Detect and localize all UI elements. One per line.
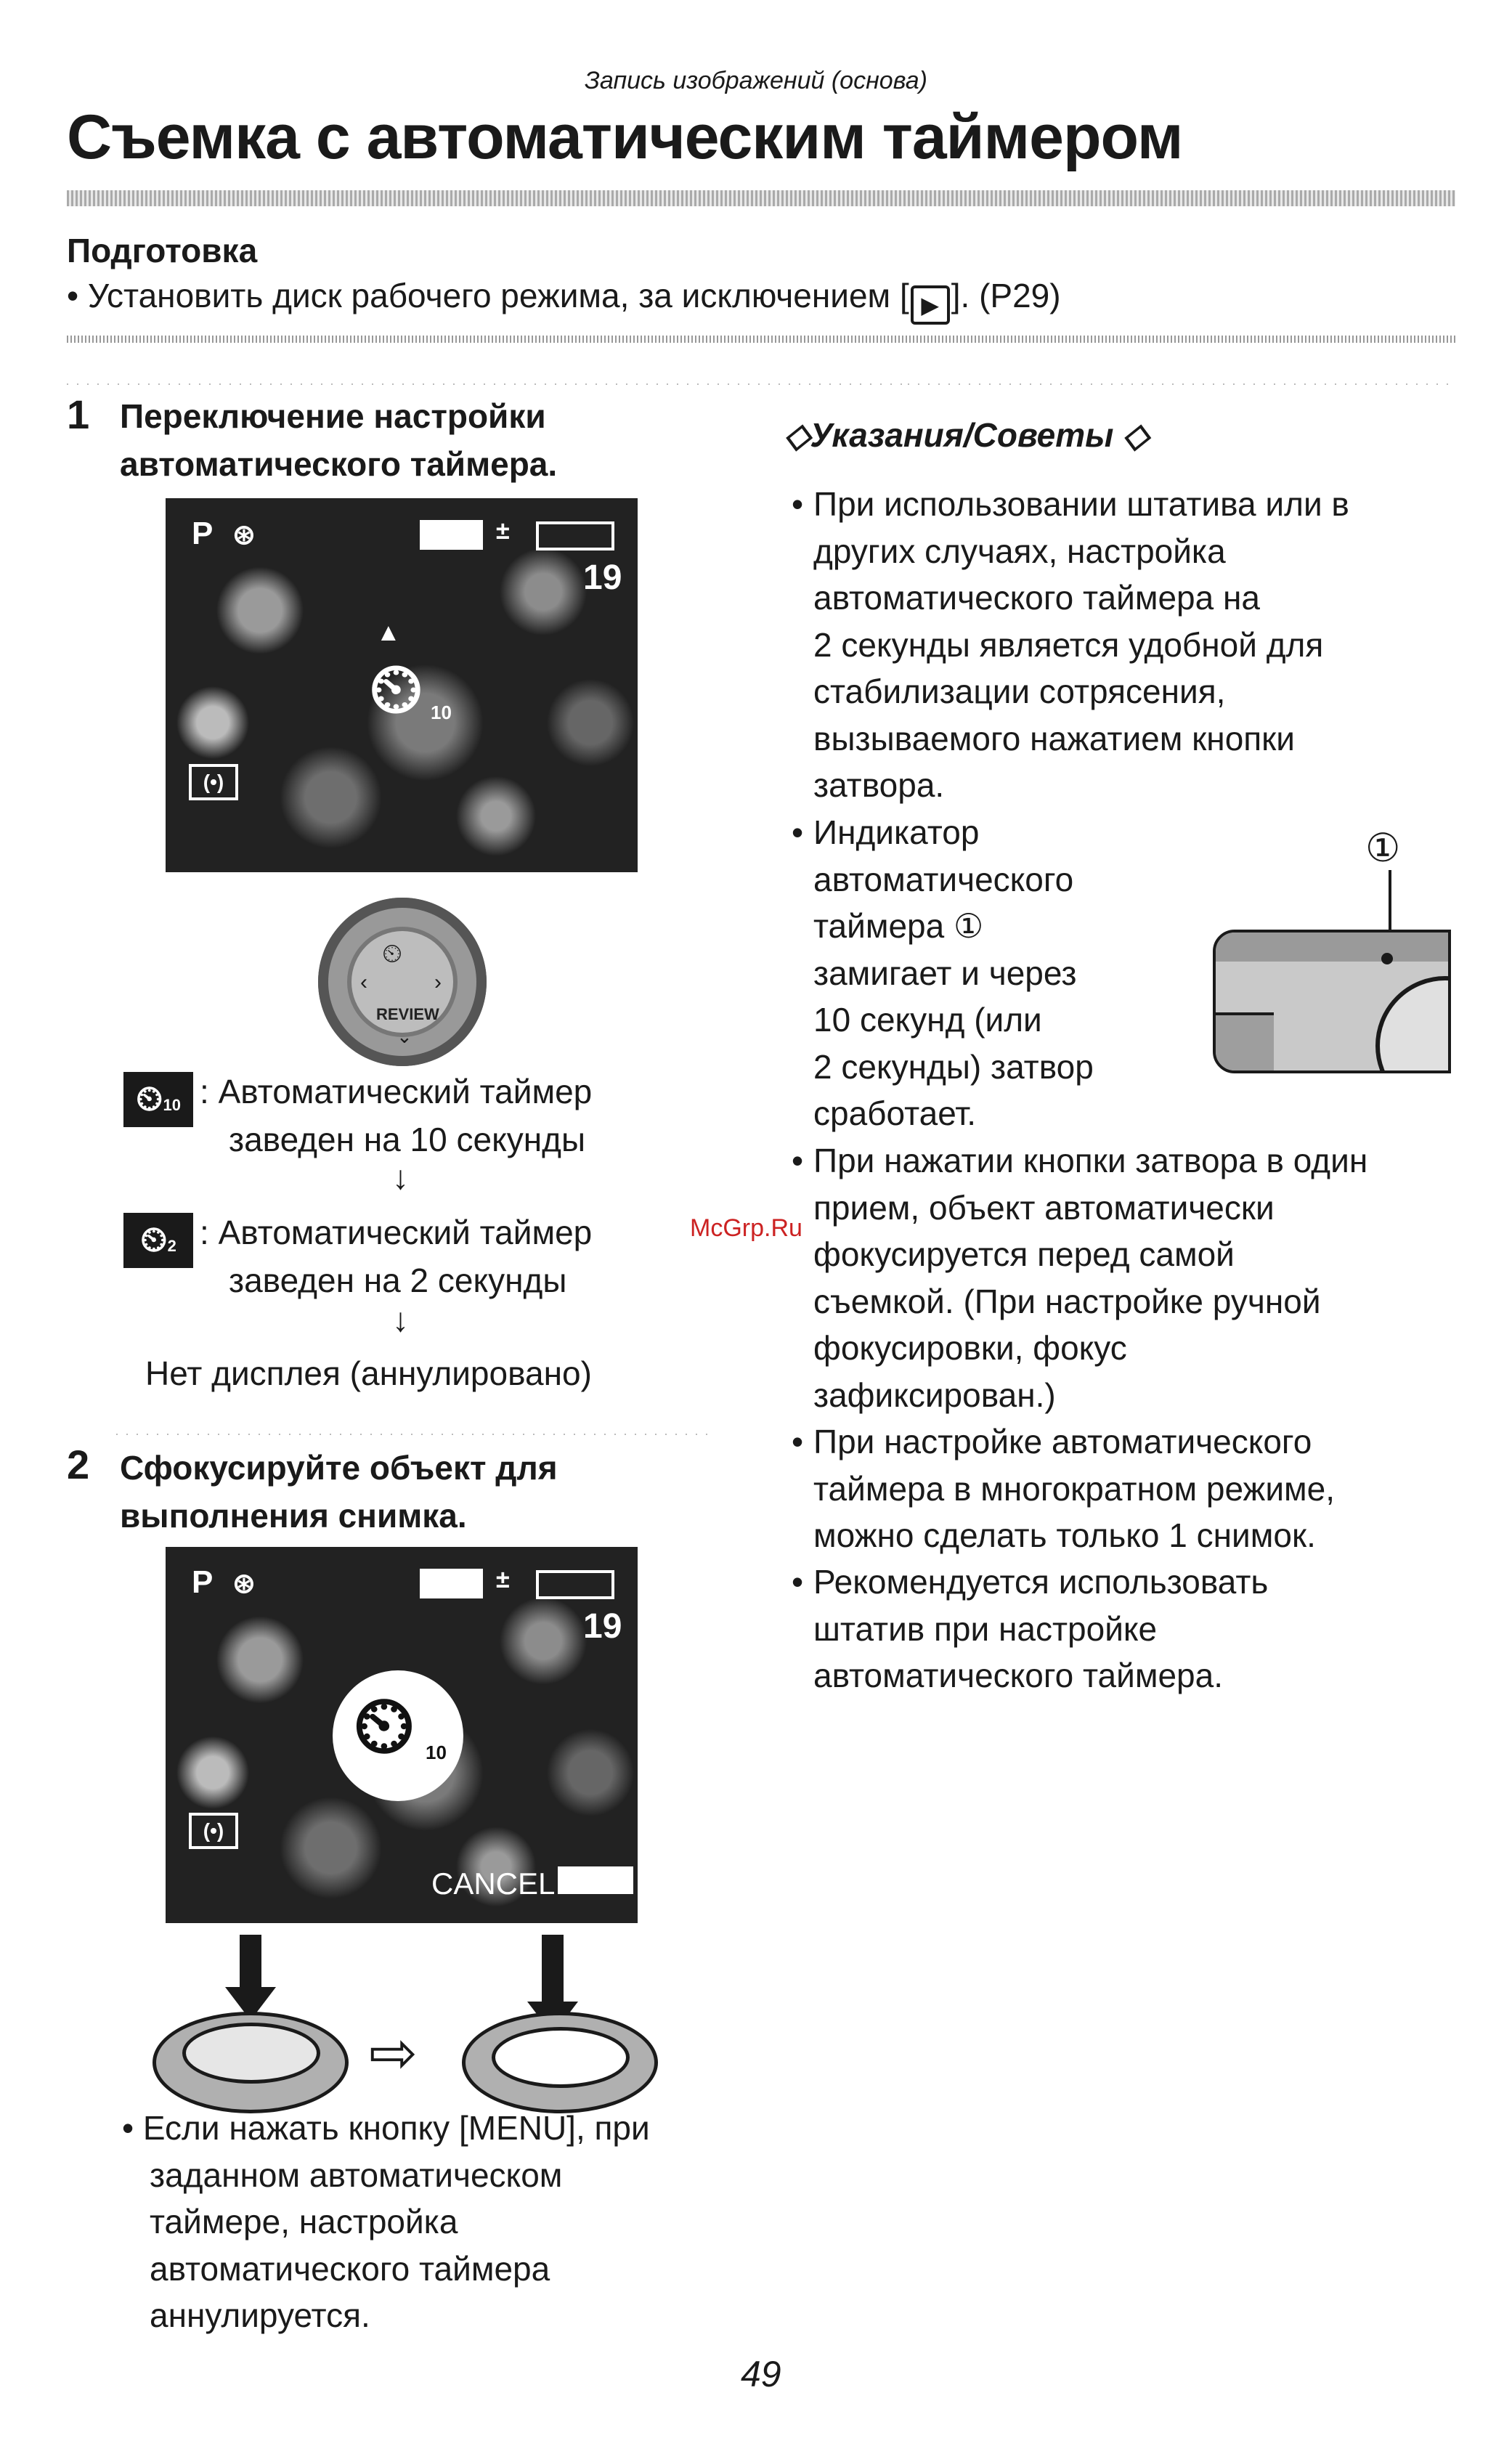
lcd-picture-size: 2560 bbox=[420, 520, 483, 550]
mode-line: заведен на 10 секунды bbox=[229, 1121, 586, 1158]
press-arrow-shaft-1 bbox=[240, 1935, 261, 1993]
self-timer-2-icon: ⏲2 bbox=[123, 1213, 193, 1268]
icon-sub: 10 bbox=[163, 1096, 181, 1114]
camera-lcd-screen-1 bbox=[166, 498, 638, 872]
lcd-timer-sub: 10 bbox=[426, 1742, 447, 1763]
camera-top bbox=[1216, 933, 1448, 962]
tip-line: 2 секунды) затвор bbox=[813, 1047, 1094, 1086]
tip-line: съемкой. (При настройке ручной bbox=[813, 1282, 1321, 1320]
dotted-rule bbox=[908, 383, 1452, 385]
camera-illustration bbox=[1213, 930, 1451, 1073]
triangle-up-icon: ▲ bbox=[376, 619, 401, 646]
tip-line: замигает и через bbox=[813, 954, 1077, 992]
chevron-left-icon: ‹ bbox=[360, 970, 367, 994]
tip-line: зафиксирован.) bbox=[813, 1376, 1056, 1414]
chevron-right-icon: › bbox=[434, 970, 442, 994]
prep-rule bbox=[67, 336, 1455, 343]
mode-line: заведен на 2 секунды bbox=[229, 1261, 567, 1299]
tip-line: затвора. bbox=[813, 766, 945, 804]
tip-line: прием, объект автоматически bbox=[813, 1188, 1275, 1227]
bullet: • bbox=[792, 1563, 804, 1601]
lcd-remaining-count: 19 bbox=[583, 1607, 622, 1646]
mode-line: : Автоматический таймер bbox=[200, 1214, 593, 1251]
battery-icon bbox=[536, 1570, 614, 1599]
tip-item bbox=[792, 1137, 1368, 1418]
icon-sub: 2 bbox=[167, 1237, 176, 1255]
lcd-mode: P bbox=[192, 516, 214, 551]
tips-title: ◇Указания/Советы ◇ bbox=[784, 416, 1149, 454]
press-arrow-shaft-2 bbox=[542, 1935, 564, 2007]
lcd-timer-sub: 10 bbox=[431, 702, 452, 723]
tip-line: других случаях, настройка bbox=[813, 532, 1226, 570]
dial-label: REVIEW bbox=[376, 1005, 439, 1023]
tip-line: Индикатор bbox=[813, 813, 980, 851]
lcd-remaining-count: 19 bbox=[583, 558, 622, 597]
metering-icon: (•) bbox=[189, 764, 238, 800]
step-2-line: Сфокусируйте объект для bbox=[120, 1449, 558, 1487]
self-timer-icon: ⏲ bbox=[353, 1681, 415, 1770]
shutter-button-full-press[interactable] bbox=[462, 2012, 658, 2113]
tip-line: автоматического bbox=[813, 860, 1074, 898]
mode-line: : Автоматический таймер bbox=[200, 1073, 593, 1110]
step-2-note bbox=[122, 2105, 650, 2339]
note-line: таймере, настройка bbox=[150, 2203, 458, 2240]
down-arrow-2: ↓ bbox=[392, 1301, 409, 1338]
shutter-top bbox=[182, 2023, 320, 2084]
tip-item bbox=[792, 1559, 1269, 1699]
step-2-text bbox=[120, 1444, 558, 1540]
tip-line: сработает. bbox=[813, 1094, 977, 1132]
callout-number: ① bbox=[1365, 826, 1401, 870]
prep-item-before: • Установить диск рабочего режима, за исключением [ bbox=[67, 277, 909, 314]
quality-icon: ± bbox=[496, 1566, 510, 1593]
flash-off-icon: ⊛ bbox=[232, 520, 256, 550]
tip-line: стабилизации сотрясения, bbox=[813, 673, 1226, 710]
bullet: • bbox=[792, 1423, 804, 1460]
play-icon: ▶ bbox=[911, 285, 950, 325]
step-1-line: Переключение настройки bbox=[120, 397, 546, 435]
tip-line: фокусируется перед самой bbox=[813, 1235, 1235, 1273]
prep-item bbox=[67, 276, 1061, 325]
no-display-text: Нет дисплея (аннулировано) bbox=[145, 1354, 592, 1392]
lcd-mode: P bbox=[192, 1564, 214, 1600]
running-header: Запись изображений (основа) bbox=[585, 67, 927, 94]
tip-line: фокусировки, фокус bbox=[813, 1329, 1127, 1367]
step-1-number: 1 bbox=[67, 391, 90, 437]
arrow-right-icon: ⇨ bbox=[369, 2020, 418, 2085]
battery-icon bbox=[536, 521, 614, 550]
tip-line: При использовании штатива или в bbox=[813, 485, 1349, 523]
tip-line: штатив при настройке bbox=[813, 1609, 1158, 1648]
step-2-number: 2 bbox=[67, 1442, 90, 1487]
bullet: • bbox=[792, 1142, 804, 1179]
tip-line: При нажатии кнопки затвора в один bbox=[813, 1142, 1368, 1179]
camera-lcd-screen-2 bbox=[166, 1547, 638, 1923]
chevron-down-icon: ⌄ bbox=[397, 1025, 412, 1047]
page-number: 49 bbox=[741, 2354, 781, 2394]
flash-off-icon: ⊛ bbox=[232, 1569, 256, 1599]
watermark: McGrp.Ru bbox=[690, 1214, 802, 1242]
tip-line: 2 секунды является удобной для bbox=[813, 625, 1324, 664]
lcd-menu-label: MENU bbox=[558, 1866, 633, 1894]
tip-line: 10 секунд (или bbox=[813, 1001, 1042, 1039]
lens-icon bbox=[1375, 976, 1451, 1073]
shutter-button-half-press[interactable] bbox=[153, 2012, 349, 2113]
step-2-line: выполнения снимка. bbox=[120, 1497, 467, 1535]
mode-10-text bbox=[200, 1068, 592, 1163]
title-rule bbox=[67, 190, 1455, 206]
tip-line: При настройке автоматического bbox=[813, 1423, 1312, 1460]
note-line: автоматического таймера bbox=[150, 2249, 550, 2288]
note-line: аннулируется. bbox=[150, 2296, 370, 2334]
note-line: заданном автоматическом bbox=[150, 2156, 563, 2194]
tip-item bbox=[792, 1418, 1336, 1559]
quality-icon: ± bbox=[496, 517, 510, 545]
tip-line: таймера в многократном режиме, bbox=[813, 1469, 1336, 1508]
lcd-picture-size: 2560 bbox=[420, 1569, 483, 1598]
down-arrow-1: ↓ bbox=[392, 1158, 409, 1196]
tip-line: автоматического таймера. bbox=[813, 1657, 1223, 1694]
prep-item-after: ]. (P29) bbox=[951, 277, 1061, 314]
step-1-text bbox=[120, 392, 557, 488]
tip-line: автоматического таймера на bbox=[813, 579, 1260, 617]
step-1-line: автоматического таймера. bbox=[120, 445, 558, 483]
self-timer-icon: ⏲ bbox=[369, 650, 423, 728]
note-line: • Если нажать кнопку [MENU], при bbox=[122, 2109, 650, 2147]
tip-line: можно сделать только 1 снимок. bbox=[813, 1516, 1316, 1554]
shutter-top bbox=[492, 2027, 630, 2088]
tip-line: вызываемого нажатием кнопки bbox=[813, 719, 1296, 757]
tip-item bbox=[792, 481, 1349, 809]
mode-2-text bbox=[200, 1208, 592, 1304]
tip-line: Рекомендуется использовать bbox=[813, 1563, 1269, 1601]
camera-grip bbox=[1216, 1012, 1274, 1073]
page-title: Съемка с автоматическим таймером bbox=[67, 102, 1183, 172]
metering-icon: (•) bbox=[189, 1813, 238, 1849]
self-timer-10-icon: ⏲10 bbox=[123, 1072, 193, 1127]
timer-indicator-icon bbox=[1381, 953, 1393, 964]
tip-item bbox=[792, 809, 1094, 1137]
prep-title: Подготовка bbox=[67, 232, 258, 269]
lcd-cancel-label: CANCEL bbox=[431, 1866, 556, 1901]
bullet: • bbox=[792, 813, 804, 851]
dotted-rule bbox=[116, 1434, 712, 1435]
self-timer-icon: ⏲ bbox=[382, 938, 403, 968]
bullet: • bbox=[792, 485, 804, 523]
tip-line: таймера ① bbox=[813, 907, 984, 945]
cursor-dial[interactable] bbox=[318, 898, 487, 1066]
